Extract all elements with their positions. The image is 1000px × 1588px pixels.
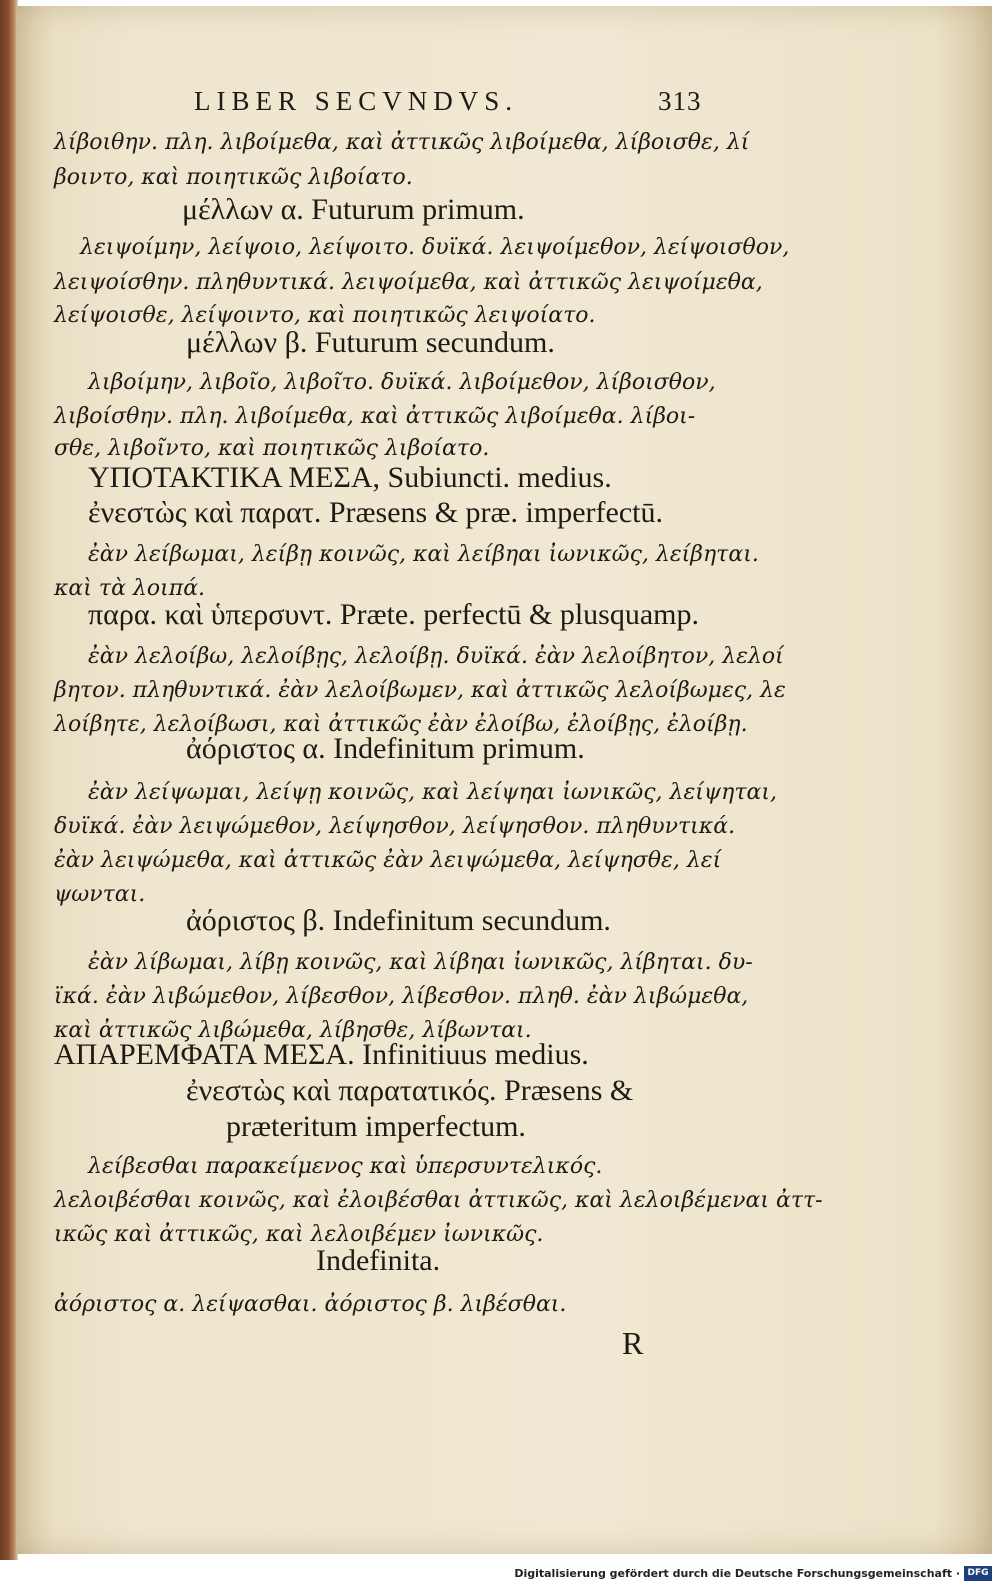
text-line: λείψοισθε, λείψοιντο, καὶ ποιητικῶς λειψοίατο. bbox=[54, 303, 596, 328]
section-heading: ἐνεστὼς καὶ παρατ. Præsens & præ. imperfectū. bbox=[88, 496, 663, 529]
text-line: ἐὰν λειψώμεθα, καὶ ἀττικῶς ἐὰν λειψώμεθα, λείψησθε, λεί bbox=[54, 848, 722, 873]
text-line: βητον. πληθυντικά. ἐὰν λελοίβωμεν, καὶ ἀττικῶς λελοίβωμες, λε bbox=[54, 678, 786, 703]
text-line: ϊκά. ἐὰν λιβώμεθον, λίβεσθον, λίβεσθον. πληθ. ἐὰν λιβώμεθα, bbox=[54, 984, 749, 1009]
book-page bbox=[16, 6, 992, 1554]
section-heading: μέλλων α. Futurum primum. bbox=[182, 193, 525, 226]
text-line: λιβοίσθην. πλη. λιβοίμεθα, καὶ ἀττικῶς λιβοίμεθα. λίβοι- bbox=[54, 404, 696, 429]
text-line: ικῶς καὶ ἀττικῶς, καὶ λελοιβέμεν ἰωνικῶς. bbox=[54, 1222, 544, 1247]
section-heading: ἀόριστος β. Indefinitum secundum. bbox=[186, 904, 611, 937]
text-line: ἐὰν λελοίβω, λελοίβῃς, λελοίβῃ. δυϊκά. ἐὰν λελοίβητον, λελοί bbox=[88, 644, 784, 669]
catchword: R bbox=[622, 1325, 644, 1361]
section-heading: Indefinita. bbox=[316, 1244, 441, 1277]
section-heading: præteritum imperfectum. bbox=[226, 1110, 526, 1143]
text-line: καὶ ἀττικῶς λιβώμεθα, λίβησθε, λίβωνται. bbox=[54, 1018, 532, 1043]
section-heading: ἐνεστὼς καὶ παρατατικός. Præsens & bbox=[186, 1074, 634, 1107]
running-title: LIBER SECVNDVS. bbox=[194, 86, 519, 116]
text-line: ἐὰν λίβωμαι, λίβῃ κοινῶς, καὶ λίβηαι ἰωνικῶς, λίβηται. δυ- bbox=[88, 950, 753, 975]
text-line: ἐὰν λείβωμαι, λείβῃ κοινῶς, καὶ λείβηαι ἰωνικῶς, λείβηται. bbox=[88, 542, 759, 567]
text-line: ἀόριστος α. λείψασθαι. ἀόριστος β. λιβέσθαι. bbox=[54, 1292, 567, 1317]
section-heading: ΥΠΟΤΑΚΤΙΚΑ ΜΕΣΑ, Subiuncti. medius. bbox=[88, 461, 612, 494]
text-line: λειψοίσθην. πληθυντικά. λειψοίμεθα, καὶ ἀττικῶς λειψοίμεθα, bbox=[54, 270, 763, 295]
funding-credit: Digitalisierung gefördert durch die Deutsche Forschungsgemeinschaft · bbox=[514, 1567, 960, 1580]
text-line: λελοιβέσθαι κοινῶς, καὶ ἐλοιβέσθαι ἀττικῶς, καὶ λελοιβέμεναι ἀττ- bbox=[54, 1188, 823, 1213]
text-line: δυϊκά. ἐὰν λειψώμεθον, λείψησθον, λείψησθον. πληθυντικά. bbox=[54, 814, 736, 839]
dfg-logo: DFG bbox=[964, 1566, 992, 1581]
text-line: σθε, λιβοῖντο, καὶ ποιητικῶς λιβοίατο. bbox=[54, 436, 490, 461]
digitization-footer bbox=[0, 1560, 1000, 1588]
page-number: 313 bbox=[658, 86, 702, 116]
text-line: λιβοίμην, λιβοῖο, λιβοῖτο. δυϊκά. λιβοίμεθον, λίβοισθον, bbox=[88, 370, 716, 395]
section-heading: ἀόριστος α. Indefinitum primum. bbox=[186, 732, 585, 765]
text-line: ψωνται. bbox=[54, 882, 146, 907]
text-line: λειψοίμην, λείψοιο, λείψοιτο. δυϊκά. λειψοίμεθον, λείψοισθον, bbox=[80, 235, 790, 260]
text-line: βοιντο, καὶ ποιητικῶς λιβοίατο. bbox=[54, 165, 413, 190]
text-line: λείβεσθαι παρακείμενος καὶ ὑπερσυντελικός. bbox=[88, 1154, 603, 1179]
text-line: ἐὰν λείψωμαι, λείψῃ κοινῶς, καὶ λείψηαι ἰωνικῶς, λείψηται, bbox=[88, 780, 777, 805]
text-line: καὶ τὰ λοιπά. bbox=[54, 576, 206, 601]
text-line: λοίβητε, λελοίβωσι, καὶ ἀττικῶς ἐὰν ἐλοίβω, ἐλοίβῃς, ἐλοίβῃ. bbox=[54, 712, 748, 737]
section-heading: ΑΠΑΡΕΜΦΑΤΑ ΜΕΣΑ. Infinitiuus medius. bbox=[54, 1038, 589, 1071]
section-heading: παρα. καὶ ὑπερσυντ. Præte. perfectū & plusquamp. bbox=[88, 598, 700, 631]
text-line: λίβοιθην. πλη. λιβοίμεθα, καὶ ἀττικῶς λιβοίμεθα, λίβοισθε, λί bbox=[54, 130, 750, 155]
section-heading: μέλλων β. Futurum secundum. bbox=[186, 326, 555, 359]
